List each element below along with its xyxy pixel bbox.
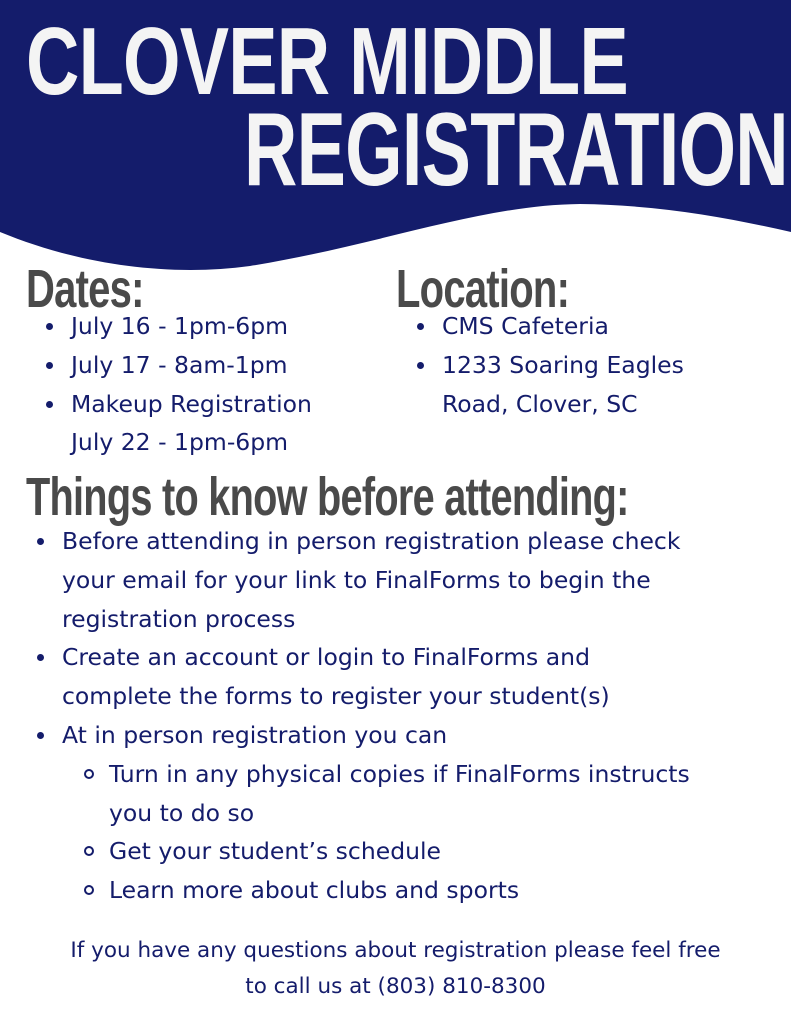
location-item-text: CMS Cafeteria — [442, 312, 609, 340]
date-item-text: Makeup Registration — [71, 389, 312, 418]
things-item-text: complete the forms to register your student(s) — [62, 682, 610, 711]
location-heading: Location: — [396, 259, 570, 319]
things-item — [62, 716, 690, 755]
things-subitem-text: Get your student’s schedule — [109, 837, 441, 866]
things-subitem-text: you to do so — [109, 798, 255, 827]
things-heading: Things to know before attending: — [26, 467, 629, 527]
date-item — [71, 385, 312, 463]
dates-heading: Dates: — [26, 259, 144, 319]
date-item — [71, 307, 312, 346]
things-item-text: Create an account or login to FinalForms and — [62, 643, 590, 672]
footer-line-2: to call us at (803) 810-8300 — [245, 974, 546, 999]
things-subitem-text: Learn more about clubs and sports — [109, 876, 520, 905]
location-item-text: Road, Clover, SC — [442, 389, 638, 418]
footer-contact — [0, 933, 791, 1005]
things-subitem — [109, 832, 690, 871]
things-subitem-text: Turn in any physical copies if FinalForms instructs — [109, 759, 690, 788]
things-subitem — [109, 871, 690, 910]
things-sublist-wrapper — [62, 755, 690, 910]
footer-line-1: If you have any questions about registration please feel free — [70, 938, 721, 963]
things-list — [62, 522, 690, 910]
things-item-text: Before attending in person registration please check — [62, 527, 681, 555]
things-subitem — [109, 755, 690, 833]
things-sublist — [62, 755, 690, 910]
date-item-text: July 17 - 8am-1pm — [71, 350, 288, 379]
date-item — [71, 346, 312, 385]
things-item — [62, 522, 690, 638]
location-item — [442, 346, 684, 424]
things-item-text: At in person registration you can — [62, 720, 448, 749]
location-list — [442, 307, 684, 423]
date-item-text: July 16 - 1pm-6pm — [71, 312, 289, 340]
date-item-text: July 22 - 1pm-6pm — [71, 428, 289, 457]
dates-list — [71, 307, 312, 462]
things-item-text: your email for your link to FinalForms to begin the — [62, 565, 651, 594]
location-item-text: 1233 Soaring Eagles — [442, 350, 684, 379]
title-line-1: CLOVER MIDDLE — [26, 8, 628, 115]
things-item-text: registration process — [62, 604, 296, 633]
things-item — [62, 638, 690, 716]
location-item — [442, 307, 684, 346]
title-line-2: REGISTRATION — [244, 92, 788, 208]
